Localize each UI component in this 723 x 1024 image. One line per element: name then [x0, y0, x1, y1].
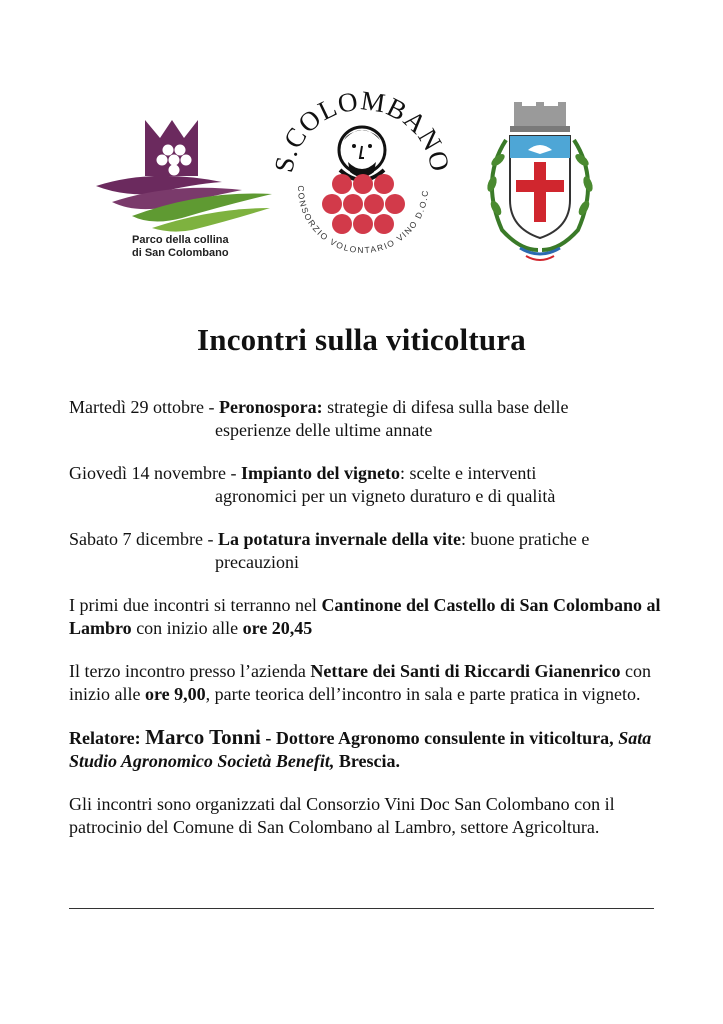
speaker-company: Sata Studio Agronomico Società Benefit,	[69, 728, 652, 771]
parco-name-line1: Parco della collina	[132, 234, 229, 246]
comune-crest	[470, 100, 610, 270]
speaker-label: Relatore:	[69, 728, 146, 748]
event-description-continued: agronomici per un vigneto duraturo e di qualità	[215, 486, 556, 506]
event-item	[69, 396, 669, 442]
consorzio-bottom-text: CONSORZIO VOLONTARIO VINO D.O.C	[295, 185, 431, 256]
parco-logo	[92, 116, 277, 266]
speaker-name: Marco Tonni	[145, 725, 261, 749]
event-description-continued: precauzioni	[215, 552, 299, 572]
venue-paragraph-1	[69, 594, 669, 640]
logo-bar	[0, 80, 723, 270]
event-date: Sabato 7 dicembre -	[69, 529, 218, 549]
event-description: : buone pratiche e	[460, 529, 590, 549]
venue1-mid: con inizio alle	[131, 618, 243, 638]
speaker-role: - Dottore Agronomo consulente in viticoltura,	[260, 728, 619, 748]
venue1-place: Cantinone del Castello di San Colombano al Lambro	[69, 595, 661, 638]
event-topic: Peronospora:	[218, 397, 323, 417]
event-description-continued: esperienze delle ultime annate	[215, 420, 433, 440]
event-item	[69, 462, 669, 508]
saint-face-with-grapes-logo	[270, 80, 455, 265]
venue2-place: Nettare dei Santi di Riccardi Gianenrico	[310, 661, 621, 681]
document-body	[69, 396, 669, 859]
event-description: : scelte e interventi	[399, 463, 537, 483]
consorzio-logo	[270, 80, 455, 265]
organizers-paragraph: Gli incontri sono organizzati dal Consorzio Vini Doc San Colombano con il patrocinio del Comune di San Colombano al Lambro, settore Agricoltura.	[69, 794, 615, 837]
venue2-time: ore 9,00	[144, 684, 206, 704]
crest-red-cross-with-laurel	[470, 100, 610, 270]
event-description: strategie di difesa sulla base delle	[322, 397, 569, 417]
parco-name-line2: di San Colombano	[132, 247, 229, 259]
venue1-intro: I primi due incontri si terranno nel	[69, 595, 322, 615]
event-date: Martedì 29 ottobre -	[69, 397, 219, 417]
bottom-divider	[69, 908, 654, 909]
event-date: Giovedì 14 novembre -	[69, 463, 241, 483]
venue1-time: ore 20,45	[242, 618, 313, 638]
venue2-details: , parte teorica dell’incontro in sala e parte pratica in vigneto.	[205, 684, 641, 704]
event-topic: Impianto del vigneto	[240, 463, 400, 483]
venue2-intro: Il terzo incontro presso l’azienda	[69, 661, 311, 681]
speaker-paragraph	[69, 726, 669, 773]
event-topic: La potatura invernale della vite	[217, 529, 461, 549]
event-item	[69, 528, 669, 574]
speaker-city: Brescia.	[334, 751, 401, 771]
venue2-mid: con inizio alle	[69, 661, 652, 704]
venue-paragraph-2	[69, 660, 669, 706]
parco-name	[132, 234, 229, 260]
page-title: Incontri sulla viticoltura	[197, 322, 526, 357]
consorzio-top-text: S.COLOMBANO	[270, 85, 455, 175]
